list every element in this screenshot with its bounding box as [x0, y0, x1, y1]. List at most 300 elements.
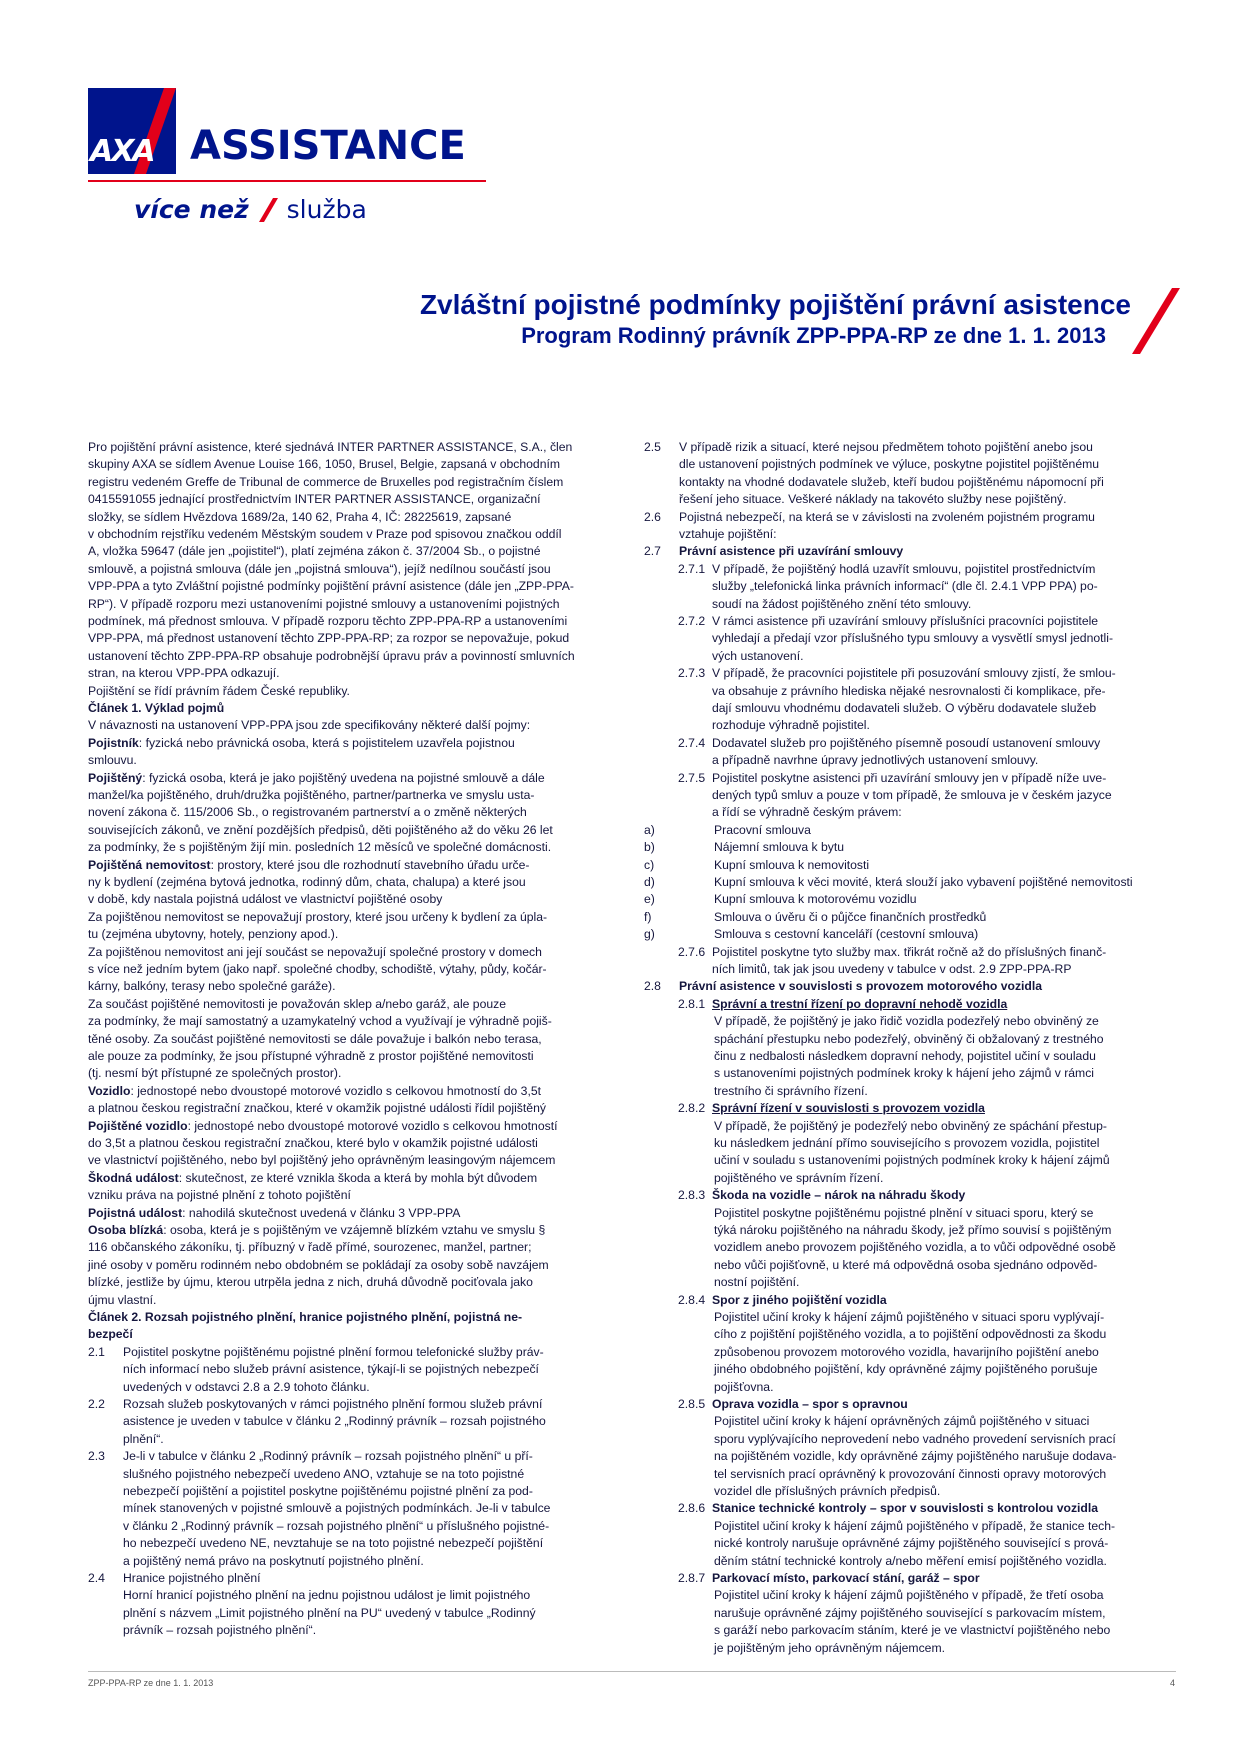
subsection-number: 2.8.3 [678, 1188, 706, 1203]
text-line [88, 439, 572, 456]
line-text: V případě, že pojištěný je podezřelý nebo obviněný ze spáchání přestup- [714, 1118, 1107, 1133]
title-slash-icon [1132, 288, 1182, 354]
list-letter: a) [644, 822, 655, 837]
text-line [712, 1396, 908, 1413]
subsection-number: 2.8.4 [678, 1292, 706, 1307]
text-line [88, 1239, 532, 1256]
line-text: Pojistitel poskytne pojištěnému pojistné plnění v situaci sporu, který se [714, 1205, 1094, 1220]
text-line [123, 1361, 539, 1378]
text-line [712, 717, 870, 734]
line-text: tel servisních prací oprávněný k provozování činnosti opravy motorových [714, 1466, 1107, 1481]
text-line [714, 1431, 1116, 1448]
text-line [679, 978, 1042, 995]
subsection-number: 2.7.1 [678, 561, 706, 576]
text-line [88, 735, 515, 752]
text-line [714, 857, 869, 874]
line-text: narušuje oprávněné zájmy pojištěného související s parkovacím místem, [714, 1605, 1106, 1620]
line-text: RP“). V případě rozporu mezi ustanoveními pojistné smlouvy a ustanoveními pojistných [88, 596, 560, 611]
line-text: právník – rozsah pojistného plnění“. [123, 1623, 317, 1638]
line-text: Smlouva o úvěru či o půjčce finančních prostředků [714, 909, 987, 924]
text-line [679, 439, 1093, 456]
line-text: Pojistitel poskytne pojištěnému pojistné plnění formou telefonické služby práv- [123, 1344, 544, 1359]
line-text: ho nebezpečí uvedeno NE, nevztahuje se na toto pojistné nebezpečí pojištění [123, 1536, 544, 1551]
text-line [714, 1553, 1107, 1570]
text-line [88, 770, 545, 787]
text-line [714, 1483, 940, 1500]
bold-term: Vozidlo [88, 1083, 131, 1098]
bold-term: Parkovací místo, parkovací stání, garáž – spor [712, 1571, 980, 1585]
line-text: dených typů smluv a pouze v tom případě, že smlouva je v českém jazyce [712, 788, 1112, 802]
line-text: rozhoduje výhradně pojistitel. [712, 718, 870, 733]
line-text: a pojištěný nemá právo na poskytnutí pojistného plnění. [123, 1553, 424, 1568]
line-text: Kupní smlouva k věci movité, která slouží jako vybavení pojištěné nemovitosti [714, 875, 1133, 889]
line-text: Dodavatel služeb pro pojištěného písemně posoudí ustanovení smlouvy [712, 735, 1101, 750]
text-line [88, 1065, 341, 1082]
text-line [123, 1622, 316, 1639]
section-number: 2.4 [88, 1571, 105, 1585]
line-text: Pojistitel učiní kroky k hájení zájmů pojištěného v případě, že stanice tech- [714, 1518, 1116, 1533]
text-line [88, 804, 527, 821]
section-number: 2.8 [644, 979, 661, 994]
text-line [88, 857, 529, 874]
text-line [88, 1326, 133, 1343]
text-line [712, 804, 902, 821]
line-text: újmu vlastní. [88, 1292, 157, 1307]
subsection-number: 2.8.5 [678, 1397, 706, 1411]
line-text: : osoba, která je s pojištěným ve vzájemně blízkém vztahu ve smyslu § [163, 1223, 546, 1237]
text-line [714, 1239, 1116, 1256]
document-title: Zvláštní pojistné podmínky pojištění právní asistence [419, 289, 1131, 320]
text-line [88, 1257, 549, 1274]
text-line [88, 648, 575, 665]
line-text: způsobenou provozem motorového vozidla, havarijního pojištění anebo [714, 1344, 1099, 1359]
text-line [123, 1344, 544, 1361]
line-text: Kupní smlouva k nemovitosti [714, 857, 870, 872]
text-line [88, 456, 560, 473]
bold-term: Pojistná událost [88, 1205, 183, 1220]
text-line [88, 1083, 541, 1100]
line-text: Za pojištěnou nemovitost se nepovažují prostory, které jsou určeny k bydlení za úpla- [88, 909, 548, 924]
line-text: vyhledají a předají vzor příslušného typu smlouvy a vysvětlí smysl jednotli- [712, 631, 1114, 646]
text-line [88, 683, 350, 700]
text-line [714, 891, 917, 908]
line-text: spáchání přestupku nebo podezřelý, obviněný či obžalovaný z trestného [714, 1031, 1104, 1046]
text-line [714, 1344, 1099, 1361]
text-line [88, 874, 526, 891]
line-text: s více než jedním bytem (jako např. společné chodby, schodiště, výtahy, půdy, kočár- [88, 962, 547, 976]
text-line [88, 926, 338, 943]
text-line [712, 1570, 980, 1587]
line-text: týká nároku pojištěného na náhradu škody, jež přímo souvisí s pojištěným [714, 1223, 1112, 1237]
line-text: asistence je uveden v tabulce v článku 2 „Rodinný právník – rozsah pojistného [123, 1414, 546, 1429]
line-text: souvisejících zákonů, ve znění pozdějších předpisů, děti pojištěného až do věku 26 let [88, 822, 553, 837]
line-text: smlouvě, a pojistná smlouva (dále jen „pojistná smlouva“), jejíž nedílnou součástí jsou [88, 561, 551, 576]
line-text: ale pouze za podmínky, že jsou přístupné výhradně z prostor pojištěné nemovitosti [88, 1049, 534, 1063]
text-line [123, 1605, 536, 1622]
subsection-number: 2.8.2 [678, 1101, 706, 1116]
line-text: jiného obdobného pojištění, kdy oprávněné zájmy pojištěného porušuje [714, 1362, 1098, 1377]
bold-term: Právní asistence v souvislosti s provozem motorového vozidla [679, 979, 1043, 994]
text-line [88, 1274, 533, 1291]
line-text: dle ustanovení pojistných podmínek ve výluce, poskytne pojistitel pojištěnému [679, 457, 1100, 472]
subsection-number: 2.7.5 [678, 770, 706, 785]
page-number: 4 [1170, 1678, 1176, 1688]
text-line [88, 717, 530, 734]
text-line [88, 700, 224, 717]
line-text: jiné osoby v poměru rodinném nebo obdobném se pokládají za osoby sobě navzájem [88, 1257, 549, 1272]
text-line [123, 1396, 542, 1413]
line-text: řešení jeho situace. Veškeré náklady na takovéto služby nese pojištěný. [679, 492, 1067, 507]
text-line [712, 1187, 965, 1204]
list-letter: g) [644, 927, 655, 942]
line-text: Nájemní smlouva k bytu [714, 840, 845, 855]
line-text: vztahuje pojištění: [679, 527, 777, 541]
text-line [88, 1031, 542, 1048]
line-text: : jednostopé nebo dvoustopé motorové vozidlo s celkovou hmotností [187, 1118, 558, 1133]
line-text: pojišťovna. [714, 1379, 774, 1394]
slogan-light: služba [286, 195, 367, 224]
list-letter: e) [644, 892, 655, 907]
text-line [88, 839, 551, 856]
text-line [714, 1013, 1099, 1030]
line-text: Je-li v tabulce v článku 2 „Rodinný právník – rozsah pojistného plnění“ u pří- [123, 1449, 533, 1464]
text-line [714, 1222, 1111, 1239]
line-text: ních informací nebo služeb právní asistence, týkají-li se pojistných nebezpečí [123, 1362, 539, 1377]
text-line [712, 735, 1100, 752]
line-text: uvedených v odstavci 2.8 a 2.9 tohoto článku. [123, 1379, 370, 1394]
line-text: va obsahuje z právního hlediska nějaké nesrovnalosti či komplikace, pře- [712, 683, 1106, 698]
brand-underline [88, 180, 486, 182]
text-line [88, 665, 280, 682]
line-text: novení zákona č. 115/2006 Sb., o registrovaném partnerství a o změně některých [88, 805, 527, 820]
line-text: Pojistitel poskytne tyto služby max. třikrát ročně až do příslušných finanč- [712, 944, 1107, 959]
section-number: 2.5 [644, 440, 661, 454]
line-text: 116 občanského zákoníku, tj. příbuzný v řadě přímé, sourozenec, manžel, partner; [88, 1240, 532, 1255]
line-text: a řídí se výhradně českým právem: [712, 805, 902, 820]
text-line [712, 961, 1071, 978]
text-line [88, 1100, 546, 1117]
line-text: registru vedeném Greffe de Tribunal de commerce de Bruxelles pod registračním číslem [88, 474, 564, 489]
text-line [88, 961, 547, 978]
line-text: Pojistitel učiní kroky k hájení zájmů pojištěného v situaci sporu vyplývají- [714, 1310, 1105, 1324]
text-line [88, 996, 506, 1013]
line-text: a případně navrhne úpravy jednotlivých ustanovení smlouvy. [712, 753, 1039, 768]
line-text: Pojistitel poskytne asistenci při uzavírání smlouvy jen v případě níže uve- [712, 770, 1107, 785]
bold-term: Článek 1. Výklad pojmů [88, 701, 225, 715]
line-text: A, vložka 59647 (dále jen „pojistitel“), platí zejména zákon č. 37/2004 Sb., o pojistné [88, 544, 541, 559]
bold-term: Osoba blízká [88, 1223, 164, 1237]
slogan-bold: více než [134, 195, 249, 224]
text-line [679, 456, 1099, 473]
text-line [123, 1413, 546, 1430]
line-text: V případě, že pojištěný hodlá uzavřít smlouvu, pojistitel prostřednictvím [712, 561, 1096, 576]
line-text: plnění s názvem „Limit pojistného plnění na PU“ uvedený v tabulce „Rodinný [123, 1605, 536, 1620]
line-text: za podmínky, že mají samostatný a uzamykatelný vchod a využívají je výhradně pojiš- [88, 1014, 552, 1029]
line-text: Pojistitel učiní kroky k hájení zájmů pojištěného v případě, že třetí osoba [714, 1588, 1104, 1603]
line-text: trestního či správního řízení. [714, 1083, 868, 1098]
text-line [712, 630, 1113, 647]
text-line [123, 1587, 530, 1604]
subsection-number: 2.8.7 [678, 1571, 706, 1585]
text-line [714, 1065, 1094, 1082]
text-line [88, 1187, 351, 1204]
line-text: nebezpečí pojištění a pojistitel poskytne pojištěnému pojistné plnění za pod- [123, 1484, 533, 1498]
list-letter: d) [644, 875, 655, 889]
line-text: : jednostopé nebo dvoustopé motorové vozidlo s celkovou hmotností do 3,5t [130, 1083, 542, 1098]
line-text: Pojistná nebezpečí, na která se v závislosti na zvoleném pojistném programu [679, 509, 1095, 524]
section-number: 2.3 [88, 1449, 105, 1464]
section-number: 2.2 [88, 1397, 105, 1411]
text-line [714, 1326, 1106, 1343]
bold-term: Článek 2. Rozsah pojistného plnění, hranice pojistného plnění, pojistná ne- [88, 1310, 523, 1324]
line-text: smlouvu. [88, 753, 137, 768]
line-text: Hranice pojistného plnění [123, 1571, 261, 1585]
list-letter: b) [644, 840, 655, 855]
text-line [679, 543, 903, 560]
text-line [714, 1170, 883, 1187]
line-text: 0415591055 jednající prostřednictvím INTER PARTNER ASSISTANCE, organizační [88, 492, 541, 507]
text-line [714, 1205, 1093, 1222]
text-line [712, 996, 1007, 1013]
text-line [123, 1570, 261, 1587]
bold-term: Stanice technické kontroly – spor v souvislosti s kontrolou vozidla [712, 1501, 1099, 1516]
line-text: dají smlouvu vhodnému dodavateli služeb. O výběru dodavatele služeb [712, 701, 1097, 715]
text-line [712, 1500, 1098, 1517]
line-text: V případě rizik a situací, které nejsou předmětem tohoto pojištění anebo jsou [679, 440, 1093, 454]
text-line [714, 1118, 1107, 1135]
line-text: s ustanoveními pojistných podmínek kroky k hájení jeho zájmů v rámci [714, 1066, 1095, 1081]
line-text: Kupní smlouva k motorovému vozidlu [714, 892, 917, 907]
text-line [712, 752, 1038, 769]
text-line [88, 578, 574, 595]
bold-term: Pojištěné vozidlo [88, 1118, 188, 1133]
line-text: Pojištění se řídí právním řádem České republiky. [88, 683, 350, 698]
line-text: Smlouva s cestovní kanceláří (cestovní smlouva) [714, 927, 979, 942]
line-text: pojištěného ve správním řízení. [714, 1170, 884, 1185]
line-text: Pro pojištění právní asistence, které sjednává INTER PARTNER ASSISTANCE, S.A., člen [88, 440, 573, 454]
line-text: : skutečnost, ze které vznikla škoda a která by mohla být důvodem [178, 1170, 538, 1185]
text-line [679, 474, 1104, 491]
line-text: : fyzická nebo právnická osoba, která s pojistitelem uzavřela pojistnou [138, 735, 515, 750]
slogan [134, 195, 367, 224]
bold-term: Škodná událost [88, 1170, 179, 1185]
text-line [714, 874, 1133, 891]
text-line [88, 1048, 534, 1065]
line-text: ve vlastnictví pojištěného, nebo byl pojištěný jeho oprávněným leasingovým nájemcem [88, 1153, 556, 1168]
text-line [714, 1083, 868, 1100]
text-line [714, 926, 978, 943]
line-text: služby „telefonická linka právních informací“ (dle čl. 2.4.1 VPP PPA) po- [712, 579, 1098, 594]
text-line [88, 1013, 552, 1030]
text-line [88, 1222, 545, 1239]
text-line [88, 543, 541, 560]
section-number: 2.7 [644, 544, 661, 559]
text-line [714, 822, 811, 839]
bold-term: Pojištěný [88, 770, 143, 785]
line-text: : fyzická osoba, která je jako pojištěný uvedena na pojistné smlouvě a dále [142, 770, 545, 785]
bold-term: Pojištěná nemovitost [88, 857, 211, 872]
line-text: ku následkem jednání přímo souvisejícího s provozem vozidla, pojistitel [714, 1136, 1100, 1150]
line-text: plnění“. [123, 1431, 164, 1446]
line-text: nické kontroly narušuje oprávněné zájmy pojištěného související s prová- [714, 1536, 1109, 1551]
line-text: soudí na žádost pojištěného znění této smlouvy. [712, 596, 972, 611]
bold-term: Právní asistence při uzavírání smlouvy [679, 544, 904, 559]
text-line [123, 1483, 533, 1500]
line-text: : nahodilá skutečnost uvedená v článku 3 VPP-PPA [182, 1205, 461, 1220]
text-line [714, 1587, 1104, 1604]
text-line [712, 561, 1095, 578]
line-text: manžel/ka pojištěného, druh/družka pojištěného, partner/partnerka ve smyslu usta- [88, 788, 535, 802]
text-line [88, 1170, 537, 1187]
text-line [88, 752, 137, 769]
brand-name: ASSISTANCE [190, 123, 466, 169]
bold-term: Správní řízení v souvislosti s provozem vozidla [712, 1101, 985, 1116]
line-text: vozidel dle příslušných právních předpisů. [714, 1484, 941, 1498]
text-line [88, 1292, 156, 1309]
line-text: Horní hranicí pojistného plnění na jednu pojistnou událost je limit pojistného [123, 1588, 531, 1603]
line-text: nostní pojištění. [714, 1275, 800, 1290]
text-line [714, 1135, 1099, 1152]
subsection-number: 2.7.4 [678, 735, 706, 750]
text-line [123, 1379, 370, 1396]
line-text: V případě, že pracovníci pojistitele při posuzování smlouvy zjistí, že smlou- [712, 666, 1116, 681]
text-line [123, 1448, 533, 1465]
text-line [714, 1257, 1097, 1274]
subsection-number: 2.7.3 [678, 666, 706, 681]
line-text: děním státní technické kontroly a/nebo měření emisí pojištěného vozidla. [714, 1553, 1107, 1568]
text-line [123, 1518, 549, 1535]
text-line [714, 1535, 1108, 1552]
line-text: v článku 2 „Rodinný právník – rozsah pojistného plnění“ u příslušného pojistné- [123, 1518, 550, 1533]
bold-term: Pojistník [88, 735, 139, 750]
text-line [714, 909, 986, 926]
line-text: VPP-PPA a tyto Zvláštní pojistné podmínky pojištění právní asistence (dále jen „ZPP-PPA- [88, 579, 574, 594]
text-line [88, 1205, 460, 1222]
text-line [88, 526, 562, 543]
line-text: těné osoby. Za součást pojištěné nemovitosti se dále považuje i balkón nebo terasa, [88, 1031, 542, 1046]
text-line [712, 596, 971, 613]
subsection-number: 2.8.6 [678, 1501, 706, 1516]
line-text: ustanovení těchto ZPP-PPA-RP obsahuje podrobnější úpravu práv a povinností smluvních [88, 648, 575, 663]
text-line [88, 596, 559, 613]
text-line [88, 1135, 538, 1152]
line-text: vých ustanovení. [712, 648, 804, 663]
axa-logo-text: AXA [90, 134, 154, 169]
line-text: : prostory, které jsou dle rozhodnutí stavebního úřadu urče- [210, 857, 530, 872]
text-line [714, 1361, 1098, 1378]
line-text: slušného pojistného nebezpečí uvedeno ANO, vztahuje se na toto pojistné [123, 1466, 525, 1481]
text-line [714, 1518, 1115, 1535]
text-line [714, 1309, 1104, 1326]
line-text: V rámci asistence při uzavírání smlouvy příslušníci pracovníci pojistitele [712, 614, 1099, 628]
text-line [712, 613, 1098, 630]
text-line [88, 474, 563, 491]
text-line [679, 491, 1067, 508]
text-line [88, 1152, 555, 1169]
list-letter: c) [644, 857, 655, 872]
line-text: blízké, jestliže by újmu, kterou utrpěla jedna z nich, druhá důvodně pociťovala jako [88, 1275, 533, 1290]
text-line [88, 1118, 557, 1135]
line-text: a platnou českou registrační značkou, které v okamžik pojistné události řídil pojištěný [88, 1101, 546, 1116]
text-line [712, 665, 1116, 682]
text-line [123, 1500, 550, 1517]
line-text: činu z nedbalosti následkem dopravní nehody, pojistitel učiní v souladu [714, 1049, 1096, 1063]
line-text: v době, kdy nastala pojistná událost ve vlastnictví pojištěné osoby [88, 892, 443, 907]
line-text: vozidlem anebo provozem pojištěného vozidla, a to vůči odpovědné osobě [714, 1240, 1116, 1255]
text-line [712, 787, 1112, 804]
section-number: 2.1 [88, 1344, 105, 1359]
text-line [714, 1622, 1110, 1639]
text-line [123, 1431, 164, 1448]
bold-term: bezpečí [88, 1327, 133, 1342]
line-text: učiní v souladu s ustanoveními pojistných podmínek kroky k hájení zájmů [714, 1153, 1110, 1168]
line-text: tu (zejména ubytovny, hotely, penziony apod.). [88, 927, 339, 942]
line-text: V případě, že pojištěný je jako řidič vozidla podezřelý nebo obviněný ze [714, 1014, 1099, 1029]
line-text: vzniku práva na pojistné plnění z tohoto pojištění [88, 1188, 351, 1203]
text-line [714, 1605, 1106, 1622]
subsection-number: 2.7.2 [678, 614, 706, 628]
text-line [712, 944, 1106, 961]
list-letter: f) [644, 909, 652, 924]
line-text: nebo vůči pojišťovně, u které má odpovědná osoba sjednáno odpověd- [714, 1257, 1098, 1272]
text-line [88, 787, 534, 804]
axa-logo [88, 88, 176, 174]
section-number: 2.6 [644, 509, 661, 524]
line-text: ny k bydlení (zejména bytová jednotka, rodinný dům, chata, chalupa) a které jsou [88, 875, 526, 889]
line-text: s garáží nebo parkovacím stáním, které je ve vlastnictví pojištěného nebo [714, 1623, 1111, 1638]
text-line [123, 1535, 543, 1552]
bold-term: Oprava vozidla – spor s opravnou [712, 1397, 908, 1411]
slogan-slash-icon [257, 198, 279, 222]
text-line [712, 648, 803, 665]
line-text: Za součást pojištěné nemovitosti je považován sklep a/nebo garáž, ale pouze [88, 996, 507, 1011]
text-line [714, 1640, 945, 1657]
line-text: kontakty na vhodné dodavatele služeb, kteří budou pojištěnému nápomocní při [679, 474, 1104, 489]
line-text: na pojištěném vozidle, kdy oprávněné zájmy pojištěného narušuje dodava- [714, 1449, 1117, 1464]
text-line [712, 1292, 887, 1309]
line-text: mínek stanovených v pojistné smlouvě a pojistných podmínkách. Je-li v tabulce [123, 1501, 551, 1516]
line-text: V návaznosti na ustanovení VPP-PPA jsou zde specifikovány některé další pojmy: [88, 718, 531, 733]
document-subtitle: Program Rodinný právník ZPP-PPA-RP ze dne 1. 1. 2013 [521, 323, 1106, 348]
text-line [714, 1031, 1104, 1048]
line-text: složky, se sídlem Hvězdova 1689/2a, 140 62, Praha 4, IČ: 28225619, zapsané [88, 509, 512, 524]
line-text: za podmínky, že s pojištěným žijí min. posledních 12 měsíců ve společné domácnosti. [88, 840, 552, 855]
line-text: (tj. nesmí být přístupné ze společných prostor). [88, 1066, 342, 1081]
text-line [679, 526, 777, 543]
bold-term: Správní a trestní řízení po dopravní nehodě vozidla [712, 996, 1008, 1011]
text-line [123, 1466, 524, 1483]
text-line [88, 491, 541, 508]
text-line [88, 822, 553, 839]
text-line [712, 700, 1096, 717]
text-line [712, 578, 1098, 595]
text-line [714, 1413, 1089, 1430]
line-text: kárny, balkóny, terasy nebo společné garáže). [88, 979, 336, 994]
bold-term: Škoda na vozidle – nárok na náhradu škody [712, 1188, 966, 1203]
text-line [88, 1309, 522, 1326]
line-text: Rozsah služeb poskytovaných v rámci pojistného plnění formou služeb právní [123, 1397, 543, 1411]
footer-rule [88, 1671, 1176, 1672]
line-text: VPP-PPA, má přednost ustanovení těchto ZPP-PPA-RP; za rozpor se nepovažuje, pokud [88, 631, 570, 646]
line-text: cího z pojištění pojištěného vozidla, a to pojištění odpovědnosti za škodu [714, 1327, 1107, 1342]
text-line [712, 683, 1106, 700]
text-line [88, 891, 442, 908]
line-text: je pojištěným jeho oprávněným nájemcem. [714, 1640, 945, 1655]
line-text: v obchodním rejstříku vedeném Městským soudem v Praze pod spisovou značkou oddíl [88, 527, 562, 541]
text-line [714, 1379, 773, 1396]
text-line [679, 509, 1095, 526]
text-line [714, 1152, 1110, 1169]
